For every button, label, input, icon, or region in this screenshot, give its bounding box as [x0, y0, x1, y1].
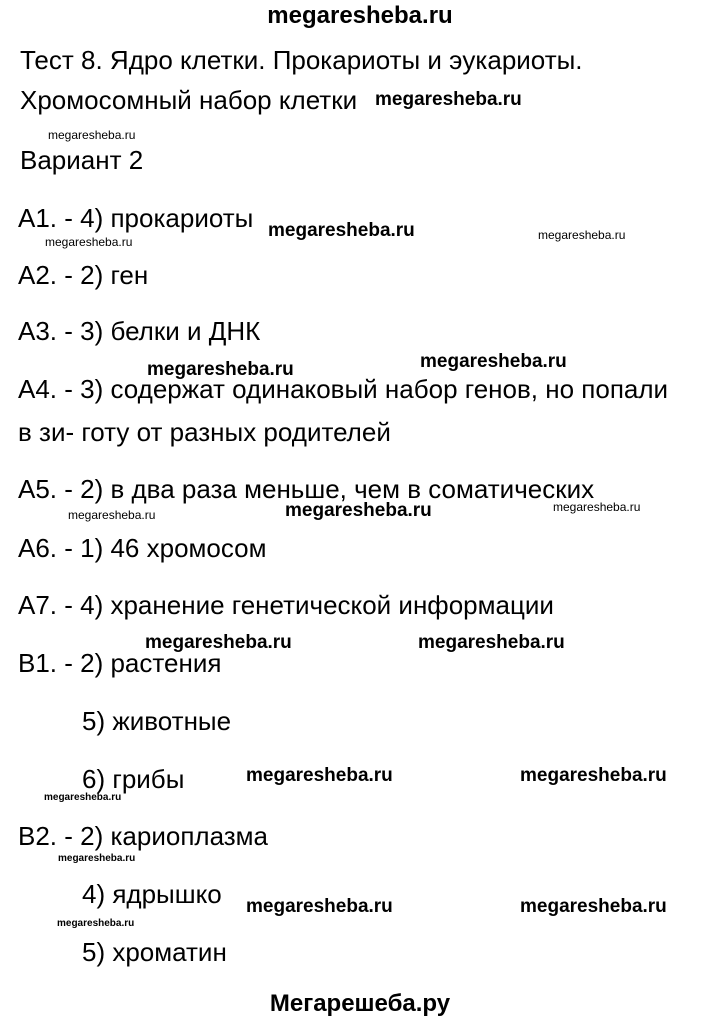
footer-site-name: Мегарешеба.ру [269, 990, 451, 1017]
watermark: megaresheba.ru [57, 918, 135, 929]
watermark: megaresheba.ru [375, 89, 522, 110]
watermark: megaresheba.ru [44, 792, 122, 803]
answer-a1: А1. - 4) прокариоты [18, 203, 254, 233]
answer-a5: А5. - 2) в два раза меньше, чем в соматических [18, 474, 595, 504]
answer-b1: В1. - 2) растения [18, 648, 222, 678]
variant-label: Вариант 2 [20, 145, 144, 175]
header-site-name: megaresheba.ru [267, 2, 453, 29]
answer-b2-item-2: 4) ядрышко [82, 879, 222, 909]
watermark: megaresheba.ru [520, 765, 667, 786]
watermark: megaresheba.ru [420, 351, 567, 372]
watermark: megaresheba.ru [68, 508, 156, 522]
watermark: megaresheba.ru [520, 896, 667, 917]
watermark: megaresheba.ru [58, 853, 136, 864]
answer-b2: В2. - 2) кариоплазма [18, 821, 268, 851]
watermark: megaresheba.ru [246, 765, 393, 786]
watermark: megaresheba.ru [246, 896, 393, 917]
watermark: megaresheba.ru [48, 128, 136, 142]
watermark: megaresheba.ru [418, 632, 565, 653]
answer-a7: А7. - 4) хранение генетической информации [18, 590, 554, 620]
watermark: megaresheba.ru [538, 228, 626, 242]
answer-b1-item-2: 5) животные [82, 706, 232, 736]
answer-a6: А6. - 1) 46 хромосом [18, 533, 267, 563]
answer-b2-item-3: 5) хроматин [82, 937, 227, 967]
watermark: megaresheba.ru [285, 500, 432, 521]
answer-a3: А3. - 3) белки и ДНК [18, 316, 261, 346]
answer-b1-item-3: 6) грибы [82, 764, 185, 794]
watermark: megaresheba.ru [553, 500, 641, 514]
title-line-1: Тест 8. Ядро клетки. Прокариоты и эукариоты. [20, 45, 583, 75]
answer-a4-line-1: А4. - 3) содержат одинаковый набор генов, но попали [18, 374, 669, 404]
answer-a2: А2. - 2) ген [18, 260, 149, 290]
watermark: megaresheba.ru [45, 235, 133, 249]
watermark: megaresheba.ru [145, 632, 292, 653]
watermark: megaresheba.ru [268, 220, 415, 241]
title-line-2: Хромосомный набор клетки [20, 85, 358, 115]
watermark: megaresheba.ru [147, 359, 294, 380]
answer-a4-line-2: в зи- готу от разных родителей [18, 417, 391, 447]
